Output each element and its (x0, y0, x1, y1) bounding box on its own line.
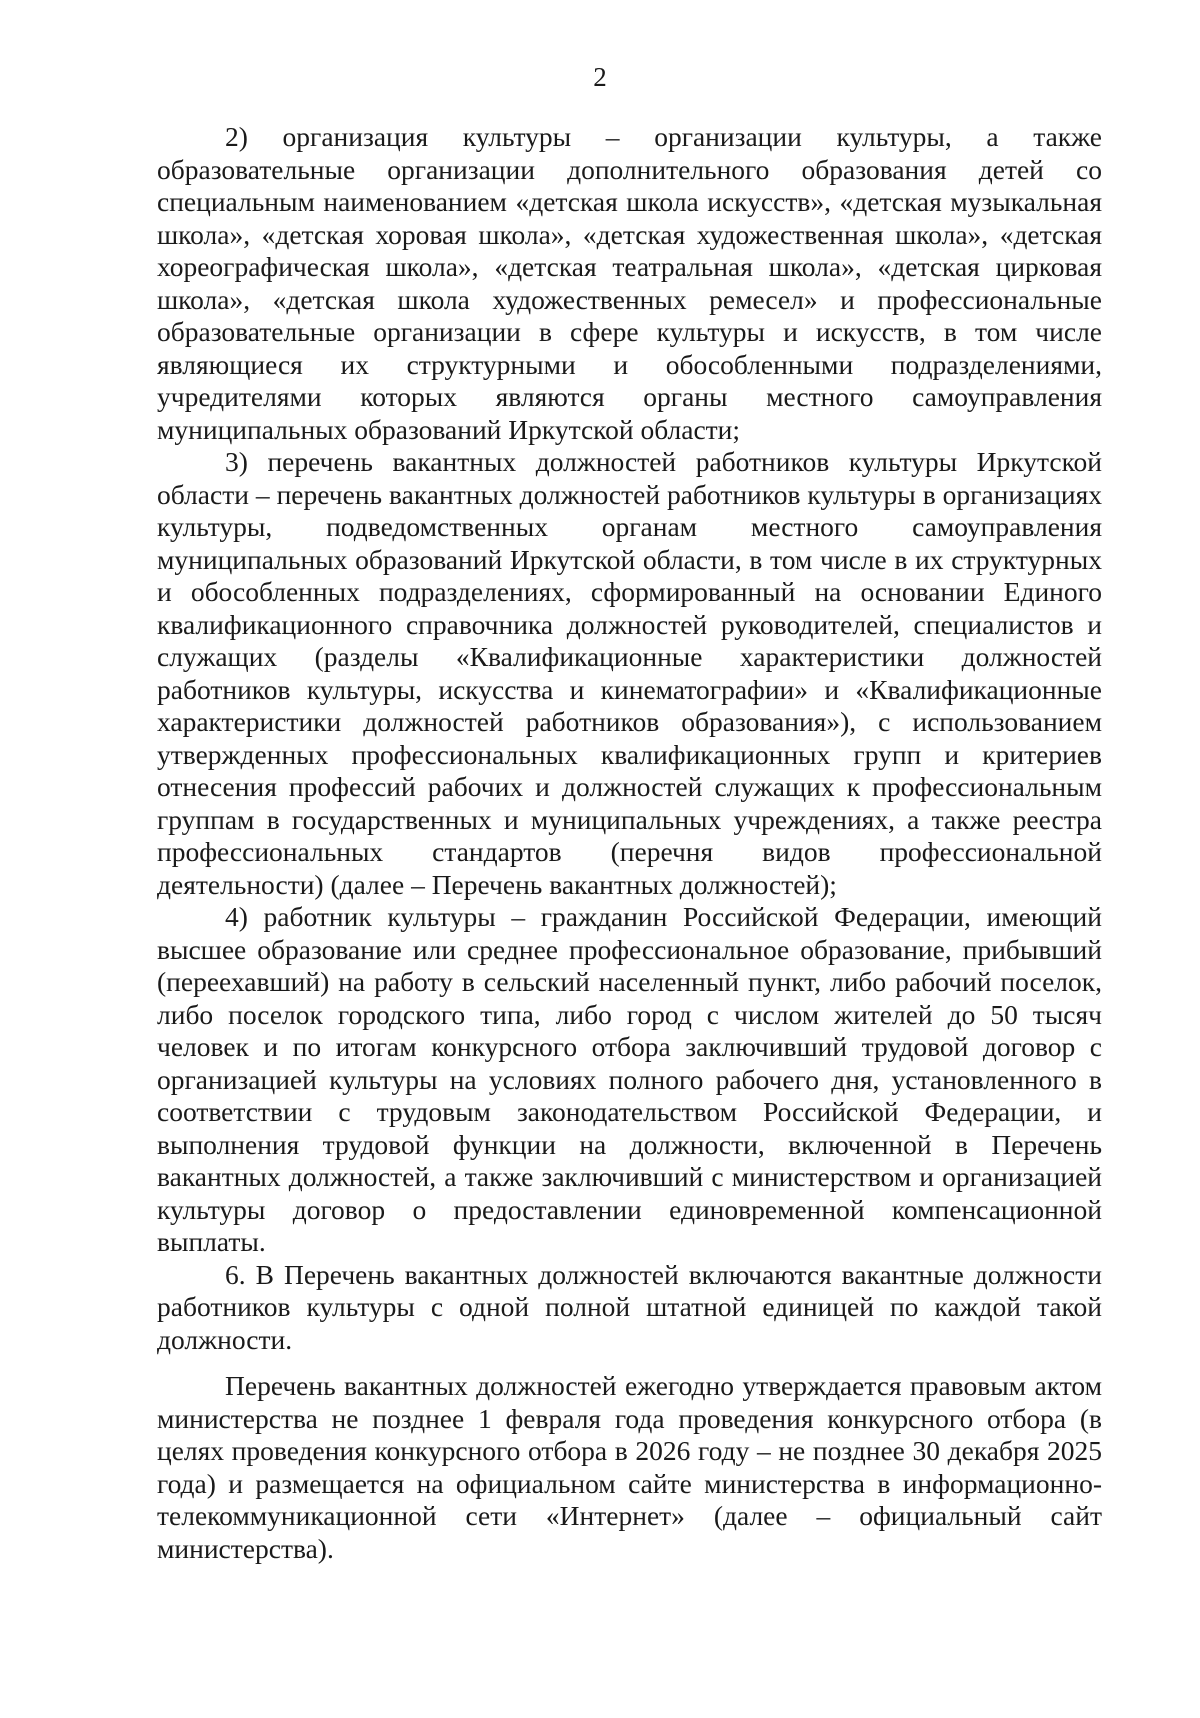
paragraph-section-6: 6. В Перечень вакантных должностей включаются вакантные должности работников культуры с одной полной штатной единицей по каждой такой должности. (157, 1258, 1102, 1355)
paragraph-vacancy-list-approval: Перечень вакантных должностей ежегодно утверждается правовым актом министерства не позднее 1 февраля года проведения конкурсного отбора (в целях проведения конкурсного отбора в 2026 году – не позднее 30 декабря 2025 года) и размещается на официальном сайте министерства в информационно-телекоммуникационной сети «Интернет» (далее – официальный сайт министерства). (157, 1370, 1102, 1564)
paragraph-item-2: 2) организация культуры – организации культуры, а также образовательные организации дополнительного образования детей со специальным наименованием «детская школа искусств», «детская музыкальная школа», «детская хоровая школа», «детская художественная школа», «детская хореографическая школа», «детская театральная школа», «детская цирковая школа», «детская школа художественных ремесел» и профессиональные образовательные организации в сфере культуры и искусств, в том числе являющиеся их структурными и обособленными подразделениями, учредителями которых являются органы местного самоуправления муниципальных образований Иркутской области; (157, 121, 1102, 445)
document-body (157, 121, 1102, 1565)
paragraph-item-3: 3) перечень вакантных должностей работников культуры Иркутской области – перечень вакантных должностей работников культуры в организациях культуры, подведомственных органам местного самоуправления муниципальных образований Иркутской области, в том числе в их структурных и обособленных подразделениях, сформированный на основании Единого квалификационного справочника должностей руководителей, специалистов и служащих (разделы «Квалификационные характеристики должностей работников культуры, искусства и кинематографии» и «Квалификационные характеристики должностей работников образования»), с использованием утвержденных профессиональных квалификационных групп и критериев отнесения профессий рабочих и должностей служащих к профессиональным группам в государственных и муниципальных учреждениях, а также реестра профессиональных стандартов (перечня видов профессиональной деятельности) (далее – Перечень вакантных должностей); (157, 446, 1102, 900)
page-number: 2 (593, 62, 607, 92)
paragraph-item-4: 4) работник культуры – гражданин Российской Федерации, имеющий высшее образование или среднее профессиональное образование, прибывший (переехавший) на работу в сельский населенный пункт, либо рабочий поселок, либо поселок городского типа, либо город с числом жителей до 50 тысяч человек и по итогам конкурсного отбора заключивший трудовой договор с организацией культуры на условиях полного рабочего дня, установленного в соответствии с трудовым законодательством Российской Федерации, и выполнения трудовой функции на должности, включенной в Перечень вакантных должностей, а также заключивший с министерством и организацией культуры договор о предоставлении единовременной компенсационной выплаты. (157, 901, 1102, 1257)
